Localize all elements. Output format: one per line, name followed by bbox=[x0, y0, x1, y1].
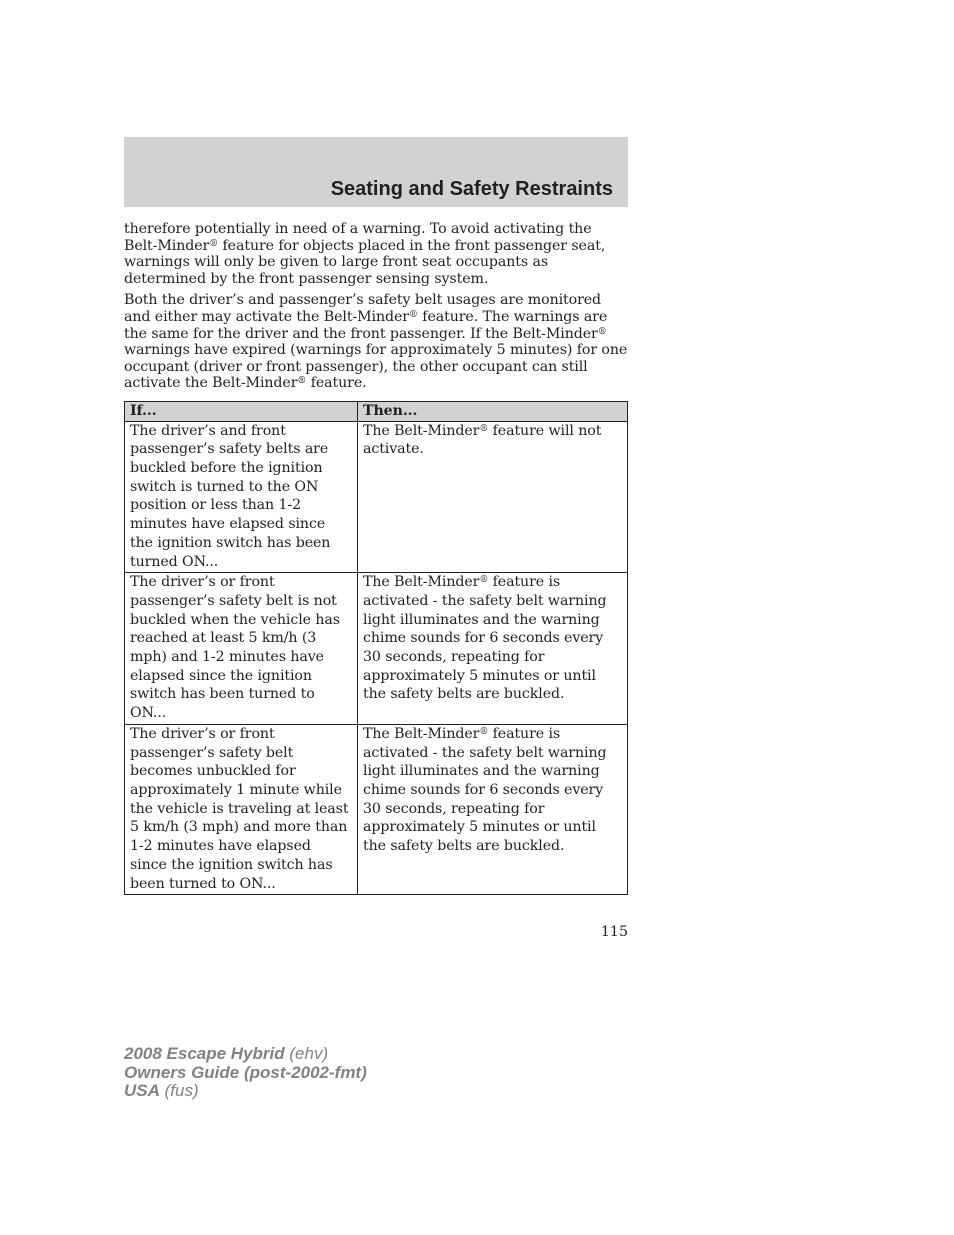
registered-mark: ® bbox=[479, 575, 489, 586]
belt-minder-table bbox=[124, 401, 628, 895]
text-run: The Belt-Minder bbox=[363, 725, 480, 742]
registered-mark: ® bbox=[297, 376, 307, 387]
table-row bbox=[125, 573, 628, 725]
footer-market: USA bbox=[124, 1081, 160, 1100]
table-row bbox=[125, 724, 628, 894]
text-run: The Belt-Minder bbox=[363, 574, 480, 591]
registered-mark: ® bbox=[209, 238, 219, 249]
text-run: feature. The warnings are the same for the driver and the front passenger. If the Belt-Minder bbox=[124, 308, 608, 342]
column-header-then: Then... bbox=[358, 401, 628, 421]
registered-mark: ® bbox=[597, 326, 607, 337]
condition-cell bbox=[125, 573, 358, 725]
footer-line bbox=[124, 1045, 367, 1064]
registered-mark: ® bbox=[408, 309, 418, 320]
text-run: Both the driver’s and passenger’s safety belt usages are monitored and either may activate the Belt-Minder bbox=[124, 292, 602, 325]
section-header-band bbox=[124, 137, 628, 207]
text-run: feature is activated - the safety belt warning light illuminates and the warning chime sounds for 6 seconds every 30 seconds, repeating for approximately 5 minutes or until the safety belts are buckled. bbox=[363, 725, 607, 855]
column-header-if: If... bbox=[125, 401, 358, 421]
text-run: therefore potentially in need of a warning. To avoid activating the Belt-Minder bbox=[124, 221, 592, 254]
footer-line bbox=[124, 1064, 367, 1083]
text-run: feature is activated - the safety belt warning light illuminates and the warning chime sounds for 6 seconds every 30 seconds, repeating for approximately 5 minutes or until the safety belts are buckled. bbox=[363, 574, 607, 703]
page-number: 115 bbox=[600, 924, 628, 940]
body-paragraph-1 bbox=[124, 221, 628, 287]
condition-cell bbox=[125, 724, 358, 894]
text-run: The driver’s and front passenger’s safety belts are buckled before the ignition switch is turned to the ON position or less than 1-2 minutes have elapsed since the ignition switch has been turned ON... bbox=[130, 422, 331, 570]
footer-code: (ehv) bbox=[284, 1044, 329, 1063]
section-title: Seating and Safety Restraints bbox=[330, 178, 613, 200]
document-footer bbox=[124, 1045, 367, 1101]
text-run: feature will not activate. bbox=[363, 422, 602, 458]
result-cell bbox=[358, 573, 628, 725]
result-cell bbox=[358, 421, 628, 573]
footer-model: 2008 Escape Hybrid bbox=[124, 1044, 285, 1063]
registered-mark: ® bbox=[479, 726, 489, 737]
text-run: The Belt-Minder bbox=[363, 422, 480, 439]
page-content bbox=[124, 221, 628, 895]
text-run: The driver’s or front passenger’s safety belt is not buckled when the vehicle has reached at least 5 km/h (3 mph) and 1-2 minutes have elapsed since the ignition switch has been turned to ON... bbox=[130, 574, 340, 722]
footer-guide: Owners Guide (post-2002-fmt) bbox=[124, 1062, 367, 1082]
text-run: feature for objects placed in the front passenger seat, warnings will only be given to large front seat occupants as determined by the front passenger sensing system. bbox=[124, 237, 606, 287]
result-cell bbox=[358, 724, 628, 894]
body-paragraph-2 bbox=[124, 292, 628, 392]
table-row bbox=[125, 421, 628, 573]
text-run: The driver’s or front passenger’s safety belt becomes unbuckled for approximately 1 minute while the vehicle is traveling at least 5 km/h (3 mph) and more than 1-2 minutes have elapsed since the ignition switch has been turned to ON... bbox=[130, 725, 349, 892]
table-header-row bbox=[125, 401, 628, 421]
condition-cell bbox=[125, 421, 358, 573]
text-run: warnings have expired (warnings for approximately 5 minutes) for one occupant (driver or front passenger), the other occupant can still activate the Belt-Minder bbox=[124, 342, 628, 392]
registered-mark: ® bbox=[479, 423, 489, 434]
footer-line bbox=[124, 1082, 367, 1101]
text-run: feature. bbox=[306, 375, 367, 392]
footer-code: (fus) bbox=[159, 1081, 199, 1100]
